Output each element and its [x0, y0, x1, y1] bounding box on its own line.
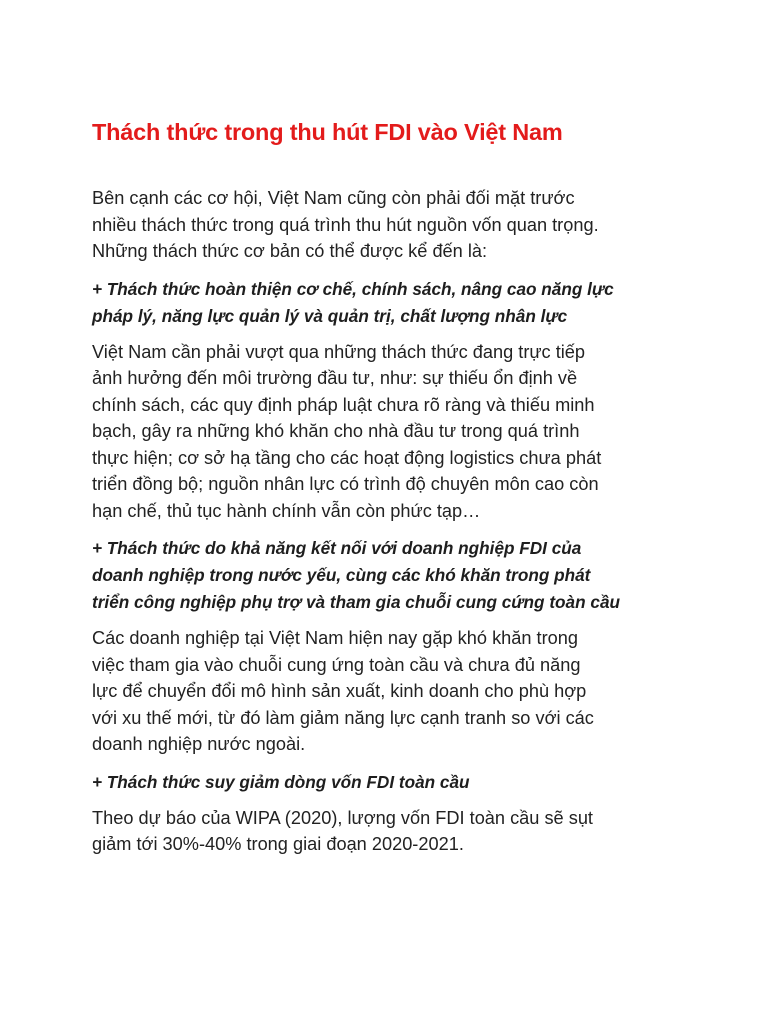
document-page [92, 112, 692, 869]
section-body-3: Theo dự báo của WIPA (2020), lượng vốn FDI toàn cầu sẽ sụt giảm tới 30%-40% trong giai đoạn 2020-2021. [92, 807, 593, 854]
section-body-1: Việt Nam cần phải vượt qua những thách thức đang trực tiếp ảnh hưởng đến môi trường đầu tư, như: sự thiếu ổn định về chính sách, các quy định pháp luật chưa rõ ràng và thiếu minh bạch, gây ra những khó khăn cho nhà đầu tư trong quá trình thực hiện; cơ sở hạ tầng cho các hoạt động logistics chưa phát triển đồng bộ; nguồn nhân lực có trình độ chuyên môn cao còn hạn chế, thủ tục hành chính vẫn còn phức tạp… [92, 341, 602, 521]
intro-paragraph: Bên cạnh các cơ hội, Việt Nam cũng còn phải đối mặt trước nhiều thách thức trong quá trình thu hút nguồn vốn quan trọng. Những thách thức cơ bản có thể được kể đến là: [92, 188, 599, 261]
section-heading-2: + Thách thức do khả năng kết nối với doanh nghiệp FDI của doanh nghiệp trong nước yếu, cùng các khó khăn trong phát triển công nghiệp phụ trợ và tham gia chuỗi cung cứng toàn cầu [92, 538, 621, 612]
section-body-2: Các doanh nghiệp tại Việt Nam hiện nay gặp khó khăn trong việc tham gia vào chuỗi cung ứng toàn cầu và chưa đủ năng lực để chuyển đổi mô hình sản xuất, kinh doanh cho phù hợp với xu thế mới, từ đó làm giảm năng lực cạnh tranh so với các doanh nghiệp nước ngoài. [92, 628, 594, 754]
section-heading-3: + Thách thức suy giảm dòng vốn FDI toàn cầu [92, 771, 470, 792]
document-title: Thách thức trong thu hút FDI vào Việt Nam [92, 119, 563, 145]
section-heading-1: + Thách thức hoàn thiện cơ chế, chính sách, nâng cao năng lực pháp lý, năng lực quản lý và quản trị, chất lượng nhân lực [92, 278, 614, 326]
